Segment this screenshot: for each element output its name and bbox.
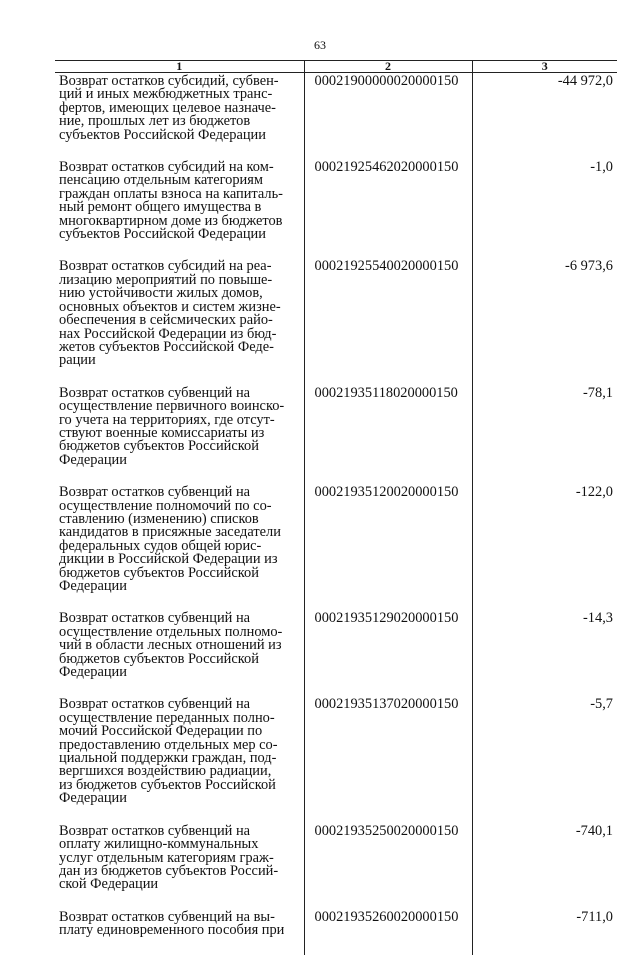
amount-value: -14,3: [472, 610, 617, 696]
table-row: [55, 484, 617, 610]
amount-value: -740,1: [472, 823, 617, 909]
description-line: субъектов Российской Федерации: [59, 126, 266, 143]
row-description: [55, 696, 304, 822]
description-line: ставлению (изменению) списков: [59, 510, 259, 527]
description-line: Федерации: [59, 451, 127, 468]
description-line: Федерации: [59, 790, 127, 807]
budget-code: 00021925462020000150: [304, 159, 472, 258]
description-line: основных объектов и систем жизне-: [59, 298, 281, 315]
row-description: [55, 385, 304, 484]
amount-value: -78,1: [472, 385, 617, 484]
description-line: пенсацию отдельным категориям: [59, 172, 263, 189]
row-description: [55, 823, 304, 909]
amount-value: -122,0: [472, 484, 617, 610]
column-header-3: 3: [472, 61, 617, 73]
description-line: рации: [59, 352, 96, 369]
amount-value: -711,0: [472, 909, 617, 955]
budget-code: 00021925540020000150: [304, 258, 472, 384]
description-line: Федерации: [59, 578, 127, 594]
description-line: Возврат остатков субвенций на: [59, 384, 251, 401]
description-line: Федерации: [59, 664, 127, 681]
row-description: [55, 909, 304, 955]
description-line: Возврат остатков субвенций на: [59, 822, 251, 839]
description-line: осуществление полномочий по со-: [59, 497, 272, 514]
amount-value: -1,0: [472, 159, 617, 258]
description-line: осуществление переданных полно-: [59, 709, 275, 726]
row-description: [55, 73, 304, 160]
description-line: оплату жилищно-коммунальных: [59, 836, 259, 853]
description-line: бюджетов субъектов Российской: [59, 650, 259, 667]
table-row: [55, 159, 617, 258]
description-line: го учета на территориях, где отсут-: [59, 411, 275, 428]
table-row: [55, 696, 617, 822]
budget-code: 00021900000020000150: [304, 73, 472, 160]
description-line: лизацию мероприятий по повыше-: [59, 271, 273, 288]
description-line: фертов, имеющих целевое назначе-: [59, 99, 276, 116]
page-number: 63: [314, 38, 326, 52]
table-body: [55, 73, 617, 955]
description-line: бюджетов субъектов Российской: [59, 564, 259, 581]
description-line: бюджетов субъектов Российской: [59, 438, 259, 455]
description-line: плату единовременного пособия при: [59, 922, 285, 939]
description-line: субъектов Российской Федерации: [59, 226, 266, 243]
description-line: жетов субъектов Российской Феде-: [59, 338, 274, 355]
amount-value: -6 973,6: [472, 258, 617, 384]
description-line: из бюджетов субъектов Российской: [59, 776, 276, 793]
description-line: ние, прошлых лет из бюджетов: [59, 113, 251, 130]
description-line: Возврат остатков субвенций на: [59, 696, 251, 713]
description-line: ствуют военные комиссариаты из: [59, 424, 265, 441]
column-header-1: 1: [55, 61, 304, 73]
table-header: [55, 61, 617, 73]
description-line: дан из бюджетов субъектов Россий-: [59, 862, 279, 879]
description-line: вергшихся воздействию радиации,: [59, 763, 272, 780]
description-line: федеральных судов общей юрис-: [59, 537, 262, 554]
amount-value: -5,7: [472, 696, 617, 822]
budget-code: 00021935129020000150: [304, 610, 472, 696]
description-line: предоставлению отдельных мер со-: [59, 736, 278, 753]
description-line: чий в области лесных отношений из: [59, 637, 282, 654]
table-row: [55, 610, 617, 696]
description-line: осуществление отдельных полномо-: [59, 623, 283, 640]
budget-code: 00021935118020000150: [304, 385, 472, 484]
row-description: [55, 258, 304, 384]
description-line: осуществление первичного воинско-: [59, 398, 285, 415]
budget-code: 00021935137020000150: [304, 696, 472, 822]
table-row: [55, 909, 617, 955]
row-description: [55, 484, 304, 610]
table-row: [55, 258, 617, 384]
row-description: [55, 159, 304, 258]
description-line: многоквартирном доме из бюджетов: [59, 212, 283, 229]
description-line: граждан оплаты взноса на капиталь-: [59, 185, 283, 202]
column-header-2: 2: [304, 61, 472, 73]
description-line: Возврат остатков субсидий, субвен-: [59, 73, 279, 89]
row-description: [55, 610, 304, 696]
description-line: Возврат остатков субсидий на ком-: [59, 159, 274, 176]
budget-code: 00021935120020000150: [304, 484, 472, 610]
description-line: ный ремонт общего имущества в: [59, 199, 262, 216]
description-line: Возврат остатков субвенций на вы-: [59, 908, 275, 925]
table-row: [55, 73, 617, 160]
description-line: нию устойчивости жилых домов,: [59, 285, 263, 302]
description-line: обеспечения в сейсмических райо-: [59, 312, 273, 329]
budget-table: [55, 60, 617, 955]
amount-value: -44 972,0: [472, 73, 617, 160]
budget-code: 00021935260020000150: [304, 909, 472, 955]
description-line: мочий Российской Федерации по: [59, 723, 263, 740]
description-line: Возврат остатков субвенций на: [59, 484, 251, 501]
description-line: услуг отдельным категориям граж-: [59, 849, 274, 866]
description-line: Возврат остатков субсидий на реа-: [59, 258, 272, 275]
description-line: ций и иных межбюджетных транс-: [59, 86, 273, 103]
description-line: кандидатов в присяжные заседатели: [59, 524, 281, 541]
description-line: дикции в Российской Федерации из: [59, 551, 278, 568]
description-line: циальной поддержки граждан, под-: [59, 750, 277, 767]
description-line: нах Российской Федерации из бюд-: [59, 325, 277, 342]
description-line: ской Федерации: [59, 876, 159, 893]
description-line: Возврат остатков субвенций на: [59, 610, 251, 627]
table-row: [55, 823, 617, 909]
budget-code: 00021935250020000150: [304, 823, 472, 909]
header-row: [55, 61, 617, 73]
table-row: [55, 385, 617, 484]
